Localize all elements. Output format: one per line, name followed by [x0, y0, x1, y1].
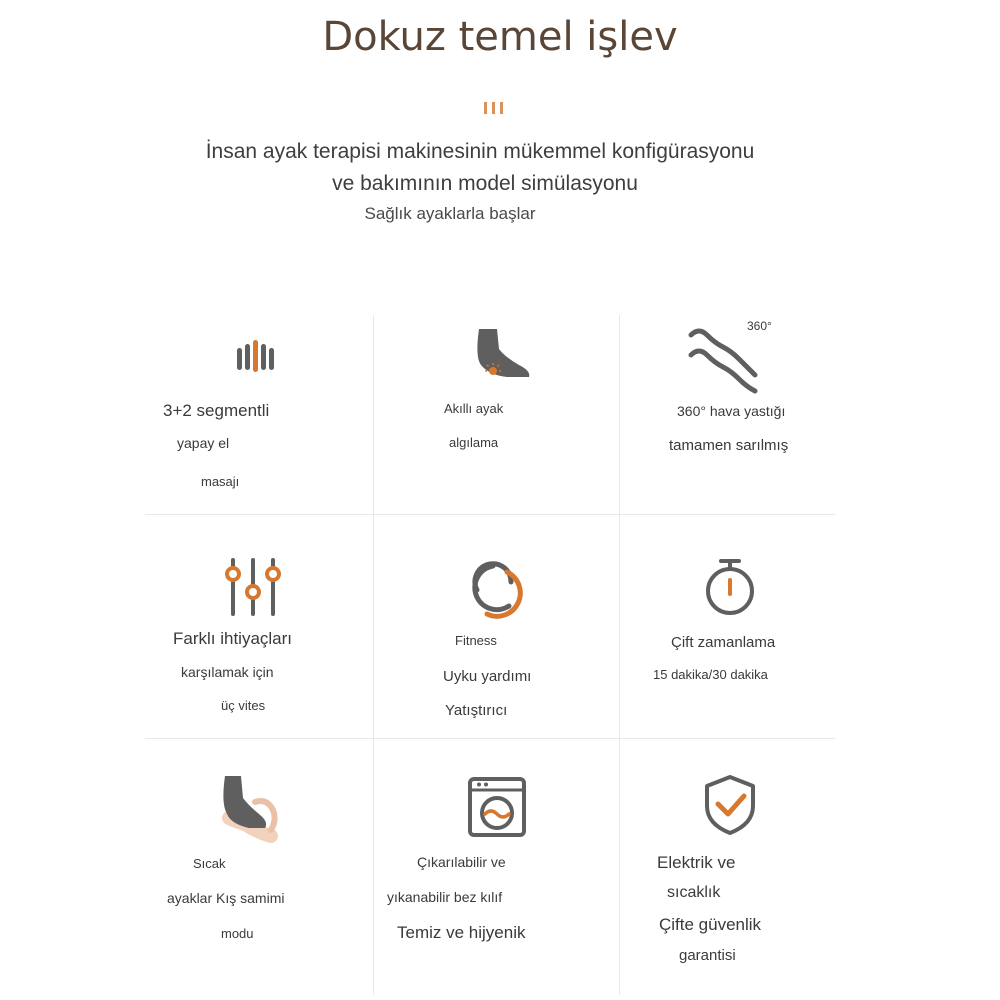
feature-line: Çift zamanlama — [671, 634, 776, 651]
feature-line: sıcaklık — [667, 884, 721, 901]
feature-line: Sıcak — [193, 856, 226, 871]
feature-line: yapay el — [177, 435, 230, 451]
feature-cell-timer — [625, 540, 865, 760]
grid-line-v2 — [619, 315, 620, 995]
feature-line: yıkanabilir bez kılıf — [387, 889, 503, 905]
feature-line: ayaklar Kış samimi — [167, 890, 285, 906]
subtitle-line-2: ve bakımının model simülasyonu — [332, 172, 638, 195]
feature-cell-air-bag — [625, 315, 865, 535]
feature-line: Akıllı ayak — [444, 401, 504, 416]
segment-bars-icon — [235, 340, 275, 376]
feature-line: 360° hava yastığı — [677, 403, 786, 419]
feature-line: Elektrik ve — [657, 853, 736, 872]
feature-cell-segment-massage — [145, 315, 385, 535]
timer-icon — [703, 558, 757, 616]
feature-line: 3+2 segmentli — [163, 401, 270, 420]
shield-check-icon — [703, 774, 757, 836]
subtitle-line-1: İnsan ayak terapisi makinesinin mükemmel konfigürasyonu — [205, 140, 755, 163]
feature-line: 15 dakika/30 dakika — [653, 667, 768, 682]
feature-cell-modes — [379, 540, 619, 760]
feature-cell-foot-sensing — [379, 315, 619, 535]
feature-cell-safety — [625, 760, 865, 980]
feature-line: masajı — [201, 474, 240, 489]
feature-cell-warm-feet — [145, 760, 385, 980]
feature-line: Yatıştırıcı — [445, 702, 508, 719]
feature-cell-three-gears — [145, 540, 385, 760]
feature-line: garantisi — [679, 947, 736, 964]
feature-line: algılama — [449, 435, 499, 450]
divider-mark — [484, 101, 514, 115]
washing-machine-icon — [467, 776, 527, 838]
feature-line: Temiz ve hijyenik — [397, 923, 526, 942]
feature-cell-washable — [379, 760, 619, 980]
tagline: Sağlık ayaklarla başlar — [364, 204, 536, 223]
foot-sensor-icon — [471, 327, 537, 383]
feature-line: Fitness — [455, 633, 497, 648]
feature-line: Çıkarılabilir ve — [417, 854, 506, 870]
feature-line: Çifte güvenlik — [659, 915, 762, 934]
page-title: Dokuz temel işlev — [322, 14, 678, 60]
feature-line: tamamen sarılmış — [669, 437, 789, 454]
warm-foot-icon — [215, 774, 291, 844]
air-360-badge: 360° — [747, 319, 772, 333]
air-wave-icon — [687, 325, 767, 397]
sliders-icon — [223, 558, 283, 616]
feature-line: Uyku yardımı — [443, 668, 532, 685]
fitness-rings-icon — [463, 558, 529, 620]
feature-line: üç vites — [221, 698, 266, 713]
feature-line: modu — [221, 926, 254, 941]
feature-line: karşılamak için — [181, 664, 274, 680]
feature-line: Farklı ihtiyaçları — [173, 629, 293, 648]
